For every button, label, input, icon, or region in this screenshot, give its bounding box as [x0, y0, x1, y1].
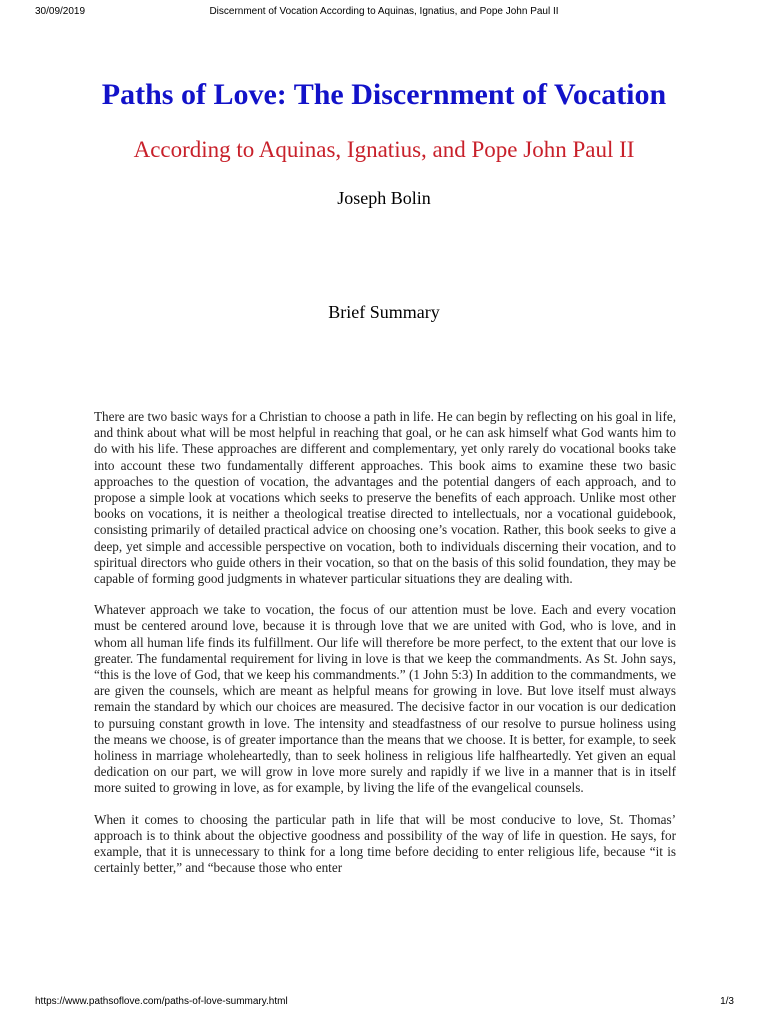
- print-footer: [0, 996, 768, 1010]
- author-name: Joseph Bolin: [337, 188, 431, 208]
- body-paragraph: There are two basic ways for a Christian to choose a path in life. He can begin by reflecting on his goal in life, and think about what will be most helpful in reaching that goal, or he can ask himself what God wants him to do with his life. These approaches are different and complementary, yet only rarely do vocational books take into account these two fundamentally different approaches. This book aims to examine these two basic approaches to the question of vocation, the advantages and the potential dangers of each approach, and to propose a simple look at vocations which seeks to preserve the benefits of each approach. Unlike most other books on vocations, it is neither a theological treatise directed to intellectuals, nor a vocational guidebook, consisting primarily of detailed practical advice on choosing one’s vocation. Rather, this book seeks to give a deep, yet simple and accessible perspective on vocation, both to individuals discerning their vocation, and to spiritual directors who guide others in their vocation, so that on the basis of this solid foundation, they may be capable of forming good judgments in whatever particular situations they are dealing with.: [94, 409, 676, 587]
- page-indicator: 1/3: [720, 996, 734, 1007]
- print-header: [0, 6, 768, 20]
- section-heading: Brief Summary: [328, 302, 440, 322]
- print-url: https://www.pathsoflove.com/paths-of-love-summary.html: [35, 996, 288, 1007]
- body-paragraph: Whatever approach we take to vocation, the focus of our attention must be love. Each and every vocation must be centered around love, because it is through love that we are united with God, who is love, and in whom all human life finds its fulfillment. Our life will therefore be more perfect, to the extent that our love is greater. The fundamental requirement for living in love is that we keep the commandments. As St. John says, “this is the love of God, that we keep his commandments.” (1 John 5:3) In addition to the commandments, we are given the counsels, which are meant as helpful means for growing in love. But love itself must always remain the standard by which our choices are measured. The decisive factor in our vocation is our dedication to pursuing constant growth in love. The intensity and steadfastness of our resolve to pursue holiness using the means we choose, is of greater importance than the means that we choose. It is better, for example, to seek holiness in marriage wholeheartedly, than to seek holiness in religious life halfheartedly. Yet given an equal dedication on our part, we will grow in love more surely and rapidly if we live in a manner that is in itself more suited to growing in love, as for example, by living the life of the evangelical counsels.: [94, 602, 676, 796]
- summary-body: [94, 409, 676, 891]
- document-subtitle: According to Aquinas, Ignatius, and Pope John Paul II: [133, 137, 635, 162]
- print-date: 30/09/2019: [35, 6, 86, 17]
- document-title: Paths of Love: The Discernment of Vocation: [101, 78, 667, 111]
- body-paragraph: When it comes to choosing the particular path in life that will be most conducive to love, St. Thomas’ approach is to think about the objective goodness and possibility of the way of life in question. He says, for example, that it is unnecessary to think for a long time before deciding to enter religious life, because “it is certainly better,” and “because those who enter: [94, 811, 676, 876]
- print-page-title: Discernment of Vocation According to Aquinas, Ignatius, and Pope John Paul II: [209, 6, 559, 17]
